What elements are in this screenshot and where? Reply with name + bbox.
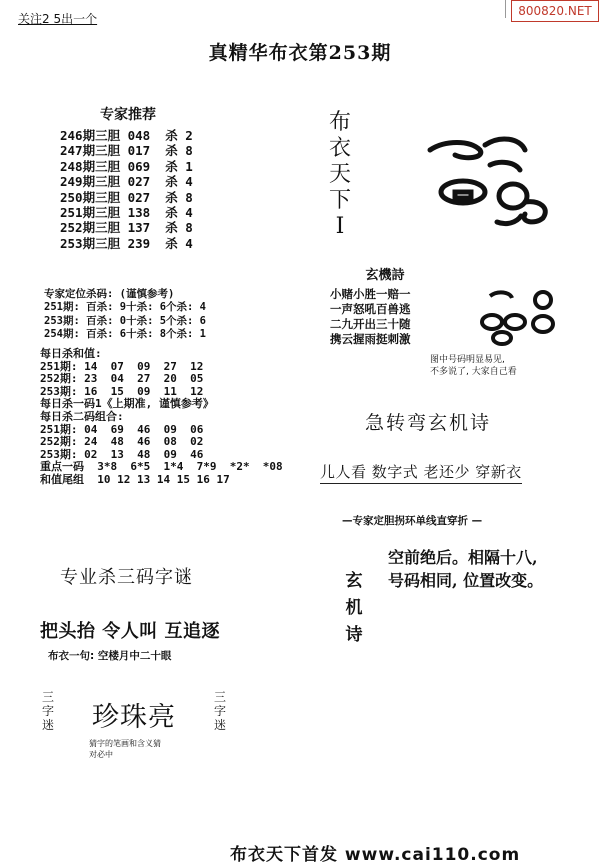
two-code-header: 每日杀二码组合: [40, 409, 124, 423]
riddle-hint: 猜字的笔画和含义猜 对必中 [89, 739, 161, 759]
ring-number-figure [470, 288, 565, 348]
sum-value-row: 251期: 14 07 09 27 12 [40, 359, 204, 373]
sum-value-header: 每日杀和值: [40, 347, 102, 360]
two-code-row: 253期: 02 13 48 09 46 [40, 447, 204, 461]
expert-title: 专家推荐 [100, 107, 156, 123]
expert-row: 251期三胆 138 杀 4 [60, 205, 193, 221]
number-scribble-figure [425, 130, 555, 230]
position-kill-block [44, 288, 206, 341]
kill-three-title: 专业杀三码字谜 [60, 567, 193, 588]
position-kill-row: 253期: 百杀: 0十杀: 5个杀: 6 [44, 314, 207, 327]
xuanji-poem-title: 玄機詩 [365, 268, 405, 283]
xuanji-vertical-label: 玄机诗 [345, 571, 363, 645]
xuanji-poem-box [330, 268, 440, 347]
poem-line: 一声怒吼百兽逃 [330, 302, 411, 316]
expert-row: 250期三胆 027 杀 8 [60, 189, 193, 205]
key-one-code: 重点一码 3*8 6*5 1*4 7*9 *2* *08 [40, 460, 283, 474]
two-code-row: 252期: 24 48 46 08 02 [40, 435, 204, 449]
position-kill-row: 254期: 百杀: 6十杀: 8个杀: 1 [44, 327, 207, 340]
expert-row: 252期三胆 137 杀 8 [60, 220, 193, 236]
xuanji-text [388, 546, 543, 592]
xuanji-text-line: 空前绝后。相隔十八, [388, 548, 538, 567]
site-badge[interactable]: 800820.NET [511, 0, 599, 22]
mid-poem-title: 急转弯玄机诗 [365, 412, 492, 434]
page-title: 真精华布衣第253期 [208, 42, 392, 64]
expert-row: 246期三胆 048 杀 2 [60, 128, 193, 143]
poem-line: 二九开出三十随 [330, 317, 411, 331]
expert-header-line: —专家定胆拐环单线直穿折 — [342, 515, 483, 527]
sum-value-row: 253期: 16 15 09 11 12 [40, 384, 204, 398]
top-note: 关注2 5出一个 [18, 12, 98, 26]
big-riddle: 把头抬 令人叫 互追逐 [40, 621, 221, 642]
expert-list [60, 128, 193, 251]
buyi-sentence: 布衣一句: 空楼月中二十眼 [48, 650, 172, 662]
expert-row: 248期三胆 069 杀 1 [60, 158, 193, 174]
figure-caption: 图中号码明显易见, 不多说了, 大家自己看 [430, 355, 517, 377]
three-char-riddle-right: 三字迷 [213, 690, 226, 732]
expert-row: 247期三胆 017 杀 8 [60, 143, 193, 159]
sum-value-row: 252期: 23 04 27 20 05 [40, 372, 204, 386]
right-vertical-title: 布衣天下I [328, 110, 351, 239]
two-code-row: 251期: 04 69 46 09 06 [40, 422, 204, 436]
expert-row: 249期三胆 027 杀 4 [60, 174, 193, 190]
three-char-riddle-left: 三字迷 [41, 690, 54, 732]
expert-row: 253期三胆 239 杀 4 [60, 235, 193, 251]
poem-line: 小赌小胜一赔一 [330, 287, 411, 301]
sum-value-block [40, 348, 283, 487]
position-kill-row: 251期: 百杀: 9十杀: 6个杀: 4 [44, 301, 207, 314]
position-kill-header: 专家定位杀码: (谨慎参考) [44, 288, 175, 300]
zhenzhu-riddle: 珍珠亮 [92, 702, 176, 733]
one-code-line: 每日杀一码1《上期准, 谨慎参考》 [40, 397, 214, 411]
xuanji-text-line: 号码相同, 位置改变。 [388, 571, 544, 590]
poem-line: 携云握雨挺刺激 [330, 332, 411, 346]
sum-tail-line: 和值尾组 10 12 13 14 15 16 17 [40, 472, 230, 486]
riddle-line: 儿人看 数字式 老还少 穿新衣 [320, 461, 522, 484]
footer-url[interactable]: 布衣天下首发 www.cai110.com [230, 845, 521, 865]
divider [505, 0, 506, 18]
